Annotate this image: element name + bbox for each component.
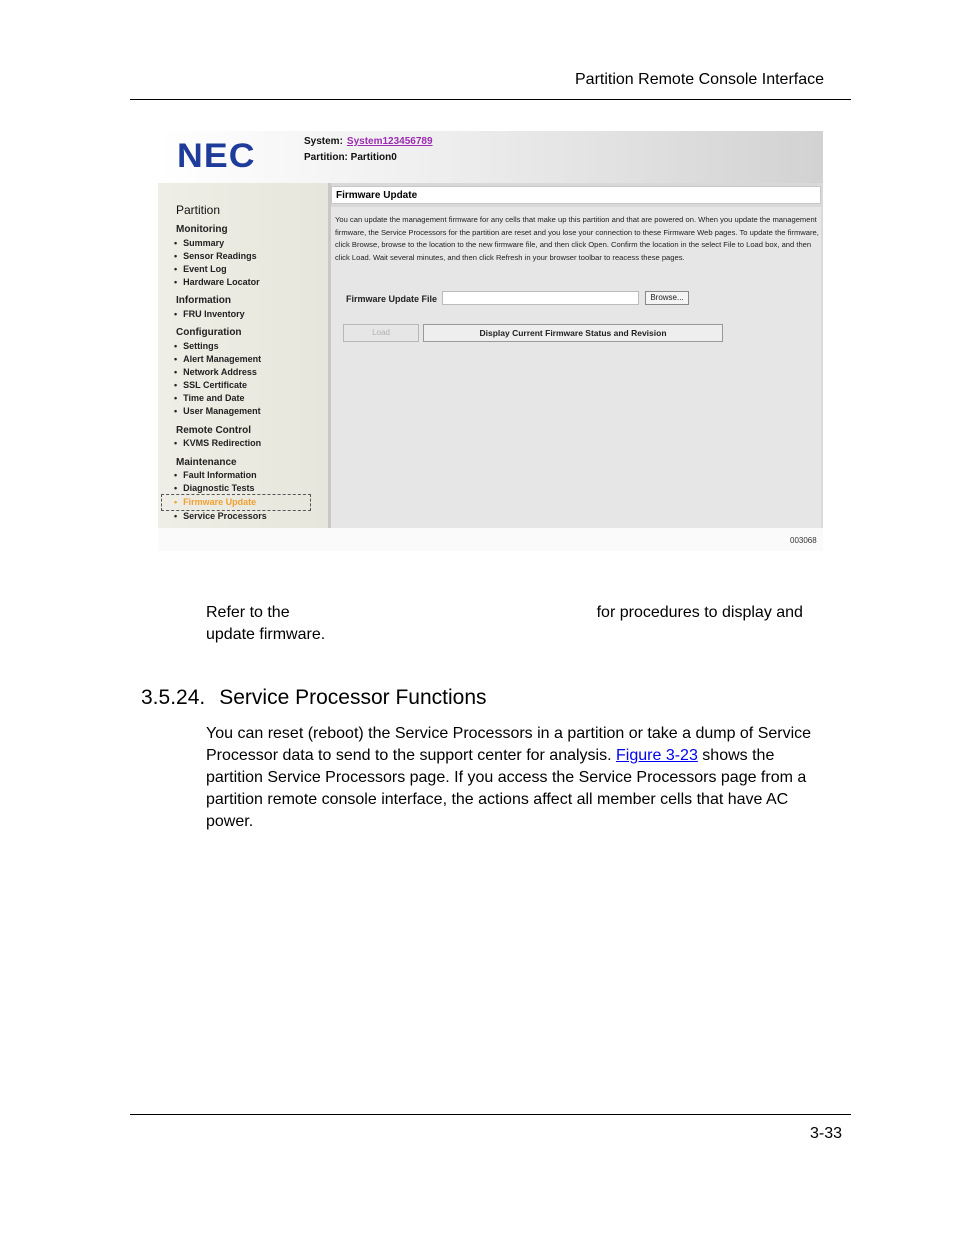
firmware-update-screenshot: [158, 131, 823, 551]
nec-logo: NEC: [177, 137, 256, 175]
sidebar-title: Partition: [176, 203, 221, 217]
header-rule: [130, 99, 851, 100]
nav-group-information: Information: [176, 295, 231, 306]
nav-item-ssl-certificate[interactable]: • SSL Certificate: [174, 380, 247, 390]
load-button[interactable]: Load: [343, 324, 419, 342]
running-header: Partition Remote Console Interface: [575, 71, 825, 88]
nav-item-hardware-locator[interactable]: • Hardware Locator: [174, 277, 260, 287]
nav-item-diagnostic-tests[interactable]: • Diagnostic Tests: [174, 483, 255, 493]
firmware-file-input[interactable]: [442, 291, 639, 305]
console-content: [331, 183, 823, 528]
refer-before: Refer to the: [206, 604, 290, 621]
nav-item-network-address[interactable]: • Network Address: [174, 367, 257, 377]
para-before: You can reset (reboot) the Service Processors in a partition or take a dump of Service Processor data to send to the support center for analysis.: [206, 725, 812, 764]
section-title: Service Processor Functions: [219, 686, 487, 709]
nav-item-event-log[interactable]: • Event Log: [174, 264, 227, 274]
nav-item-service-processors[interactable]: • Service Processors: [174, 511, 267, 521]
section-heading: [141, 686, 487, 710]
system-label: System:: [304, 136, 343, 147]
section-number: 3.5.24.: [141, 686, 206, 709]
nav-group-remote-control: Remote Control: [176, 425, 251, 436]
content-body: [331, 207, 821, 528]
system-link[interactable]: System123456789: [346, 136, 433, 147]
nav-item-fault-information[interactable]: • Fault Information: [174, 470, 257, 480]
page-number: 3-33: [809, 1125, 842, 1142]
firmware-file-label: Firmware Update File: [346, 294, 438, 304]
nav-item-user-management[interactable]: • User Management: [174, 406, 261, 416]
browse-button[interactable]: Browse...: [645, 291, 689, 305]
nav-group-maintenance: Maintenance: [176, 457, 237, 468]
nav-group-configuration: Configuration: [176, 327, 242, 338]
firmware-description: You can update the management firmware for any cells that make up this partition and that are powered on. When you update the management firmware, the Service Processors for the partition are reset and you lose your connection to these Firmware Web pages. To update the firmware, click Browse, browse to the location to the new firmware file, and then click Open. Confirm the location in the select File to Load box, and then click Load. Wait several minutes, and then click Refresh in your browser toolbar to reacess these pages.: [335, 215, 819, 262]
console-header: [158, 131, 823, 183]
nav-item-firmware-update[interactable]: • Firmware Update: [174, 497, 256, 507]
para-after: shows the partition Service Processors page. If you access the Service Processors page from a partition remote console interface, the actions affect all member cells that have AC power.: [206, 747, 807, 830]
nav-item-alert-management[interactable]: • Alert Management: [174, 354, 261, 364]
nav-group-monitoring: Monitoring: [176, 224, 228, 235]
nav-item-time-and-date[interactable]: • Time and Date: [174, 393, 245, 403]
section-paragraph: [206, 723, 832, 833]
figure-link[interactable]: Figure 3-23: [616, 747, 698, 764]
refer-after: for procedures to display and update firmware.: [206, 604, 803, 643]
console-sidebar: [158, 183, 331, 528]
system-line: [304, 136, 433, 147]
nav-item-sensor-readings[interactable]: • Sensor Readings: [174, 251, 257, 261]
refer-paragraph: [206, 602, 826, 646]
footer-rule: [130, 1114, 851, 1115]
content-title: Firmware Update: [331, 186, 821, 204]
partition-line: Partition: Partition0: [304, 152, 397, 163]
figure-id: 003068: [790, 536, 817, 545]
display-firmware-status-button[interactable]: Display Current Firmware Status and Revision: [423, 324, 723, 342]
nav-item-fru-inventory[interactable]: • FRU Inventory: [174, 309, 245, 319]
nav-item-kvms-redirection[interactable]: • KVMS Redirection: [174, 438, 261, 448]
nav-item-summary[interactable]: • Summary: [174, 238, 224, 248]
nav-item-settings[interactable]: • Settings: [174, 341, 219, 351]
